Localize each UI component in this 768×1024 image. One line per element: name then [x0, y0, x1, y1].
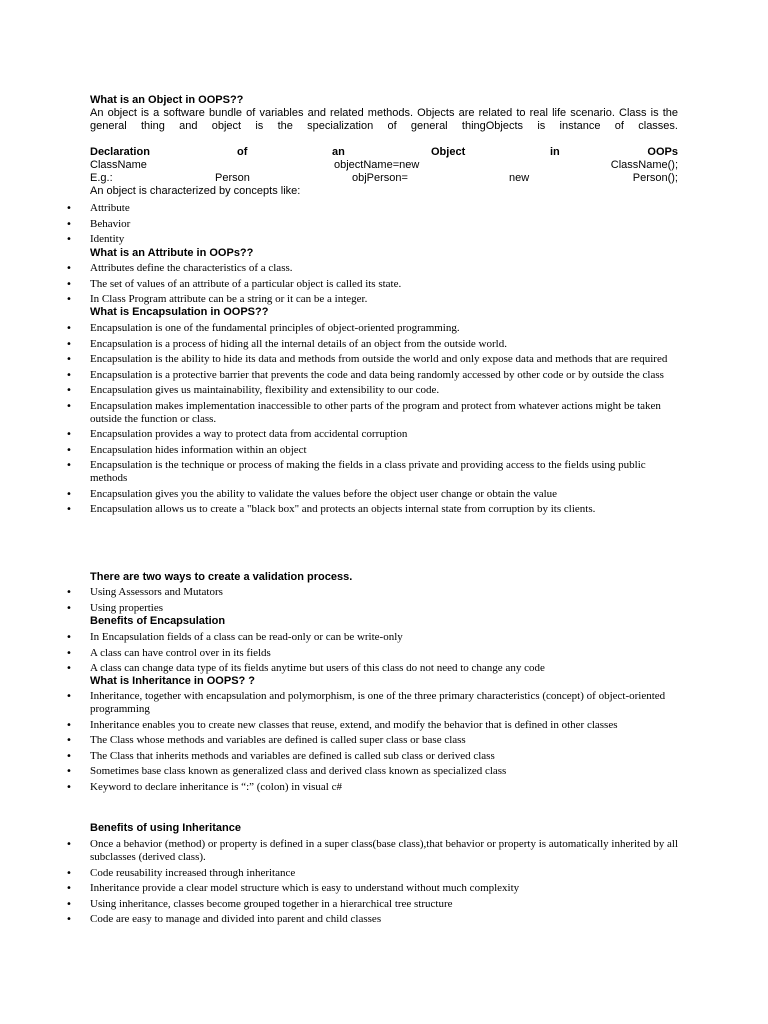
bullet-icon: • — [66, 218, 72, 230]
example-word: objPerson= — [352, 172, 408, 184]
bullet-icon: • — [66, 750, 72, 762]
syntax-word: ClassName — [90, 159, 147, 171]
list-item: • Encapsulation is the technique or process of making the fields in a class private and providing access to the fields using public methods — [66, 459, 646, 484]
bullet-icon: • — [66, 278, 72, 290]
list-item: • Encapsulation is a process of hiding all the internal details of an object from the outside world. — [66, 337, 507, 350]
list-item: • Code reusability increased through inheritance — [66, 866, 296, 879]
bullet-icon: • — [66, 338, 72, 350]
decl-word: Declaration — [90, 146, 150, 158]
heading-inheritance: What is Inheritance in OOPS? ? — [90, 675, 256, 687]
list-item: • Encapsulation makes implementation inaccessible to other parts of the program and protect from whatever actions might be taken outside the function or class. — [66, 399, 661, 425]
bullet-icon: • — [66, 203, 72, 214]
list-item: • Inheritance enables you to create new classes that reuse, extend, and modify the behavior that is defined in other classes — [66, 718, 618, 731]
list-item: • Keyword to declare inheritance is “:” (colon) in visual c# — [66, 780, 342, 793]
bullet-icon: • — [66, 602, 72, 614]
heading-encapsulation: What is Encapsulation in OOPS?? — [90, 306, 269, 318]
syntax-row — [90, 159, 678, 172]
example-word: Person — [215, 172, 250, 184]
heading-attribute: What is an Attribute in OOPs?? — [90, 247, 254, 259]
heading-benefits-inheritance: Benefits of using Inheritance — [90, 822, 241, 834]
list-item: • Code are easy to manage and divided into parent and child classes — [66, 913, 382, 925]
example-row — [90, 172, 678, 185]
list-item: • The Class that inherits methods and variables are defined is called sub class or derived class — [66, 749, 495, 762]
list-item: • Encapsulation is one of the fundamental principles of object-oriented programming. — [66, 322, 460, 334]
list-item: • Inheritance, together with encapsulation and polymorphism, is one of the three primary characteristics (concept) of object-oriented programming — [66, 690, 666, 715]
bullet-icon: • — [66, 691, 72, 702]
list-item: • Encapsulation is the ability to hide its data and methods from outside the world and only expose data and methods that are required — [66, 353, 668, 365]
list-item: • Encapsulation hides information within an object — [66, 443, 307, 456]
bullet-icon: • — [66, 460, 72, 471]
bullet-icon: • — [66, 354, 72, 365]
list-item: • Behavior — [66, 217, 131, 230]
bullet-icon: • — [66, 663, 72, 674]
list-item: • Identity — [66, 233, 125, 245]
bullet-icon: • — [66, 429, 72, 440]
heading-object: What is an Object in OOPS?? — [90, 94, 244, 106]
list-item: • Encapsulation gives us maintainability, flexibility and extensibility to our code. — [66, 384, 440, 396]
heading-benefits-encapsulation: Benefits of Encapsulation — [90, 615, 226, 627]
list-item: • Encapsulation provides a way to protect data from accidental corruption — [66, 428, 408, 440]
bullet-icon: • — [66, 719, 72, 731]
list-item: • Attribute — [66, 202, 130, 214]
list-item: • A class can change data type of its fields anytime but users of this class do not need to change any code — [66, 662, 545, 674]
bullet-icon: • — [66, 781, 72, 793]
concept-list — [0, 202, 768, 249]
declaration-row — [90, 146, 678, 159]
benefits-inheritance-list — [0, 838, 768, 929]
list-item: • Encapsulation is a protective barrier that prevents the code and data being randomly accessed by other code or by outside the class — [66, 368, 664, 381]
bullet-icon: • — [66, 898, 72, 910]
decl-word: OOPs — [647, 146, 678, 158]
syntax-word: ClassName(); — [610, 159, 678, 171]
list-item: • Using properties — [66, 601, 164, 614]
benefits-encapsulation-list — [0, 631, 768, 678]
bullet-icon: • — [66, 914, 72, 925]
list-item: • Using Assessors and Mutators — [66, 586, 223, 598]
attribute-list — [0, 262, 768, 309]
decl-word: in — [550, 146, 560, 158]
decl-word: Object — [431, 146, 466, 158]
list-item: • Inheritance provide a clear model structure which is easy to understand without much complexity — [66, 882, 520, 894]
inheritance-list — [0, 690, 768, 796]
list-item: • In Encapsulation fields of a class can be read-only or can be write-only — [66, 631, 403, 643]
list-item: • A class can have control over in its fields — [66, 646, 271, 659]
syntax-word: objectName=new — [334, 159, 420, 171]
bullet-icon: • — [66, 632, 72, 643]
bullet-icon: • — [66, 504, 72, 515]
example-word: Person(); — [632, 172, 678, 184]
list-item: • Attributes define the characteristics of a class. — [66, 262, 293, 274]
list-item: • The set of values of an attribute of a particular object is called its state. — [66, 277, 402, 290]
bullet-icon: • — [66, 883, 72, 894]
encapsulation-list — [0, 322, 768, 519]
bullet-icon: • — [66, 839, 72, 850]
bullet-icon: • — [66, 735, 72, 746]
list-item: • Once a behavior (method) or property is defined in a super class(base class),that behavior or property is automatically inherited by all subclasses (derived class). — [66, 838, 678, 863]
bullet-icon: • — [66, 263, 72, 274]
bullet-icon: • — [66, 385, 72, 396]
bullet-icon: • — [66, 867, 72, 879]
bullet-icon: • — [66, 323, 72, 334]
list-item: • In Class Program attribute can be a string or it can be a integer. — [66, 293, 368, 305]
bullet-icon: • — [66, 766, 72, 777]
list-item: • Encapsulation allows us to create a "black box" and protects an objects internal state from corruption by its clients. — [66, 503, 596, 515]
bullet-icon: • — [66, 587, 72, 598]
decl-word: of — [237, 146, 248, 158]
bullet-icon: • — [66, 294, 72, 305]
characterized-text: An object is characterized by concepts like: — [90, 185, 301, 197]
list-item: • The Class whose methods and variables are defined is called super class or base class — [66, 734, 466, 746]
heading-validation: There are two ways to create a validation process. — [90, 571, 353, 583]
validation-list — [0, 586, 768, 617]
object-paragraph: An object is a software bundle of variables and related methods. Objects are related to real life scenario. Class is the general thing and object is the specialization of general thingObjects is instance of classes. — [90, 107, 678, 132]
list-item: • Encapsulation gives you the ability to validate the values before the object user change or obtain the value — [66, 487, 558, 500]
bullet-icon: • — [66, 400, 72, 412]
decl-word: an — [332, 146, 345, 158]
bullet-icon: • — [66, 234, 72, 245]
list-item: • Sometimes base class known as generalized class and derived class known as specialized class — [66, 765, 507, 777]
list-item: • Using inheritance, classes become grouped together in a hierarchical tree structure — [66, 897, 453, 910]
bullet-icon: • — [66, 647, 72, 659]
example-word: E.g.: — [90, 172, 113, 184]
bullet-icon: • — [66, 444, 72, 456]
bullet-icon: • — [66, 488, 72, 500]
example-word: new — [509, 172, 530, 184]
bullet-icon: • — [66, 369, 72, 381]
